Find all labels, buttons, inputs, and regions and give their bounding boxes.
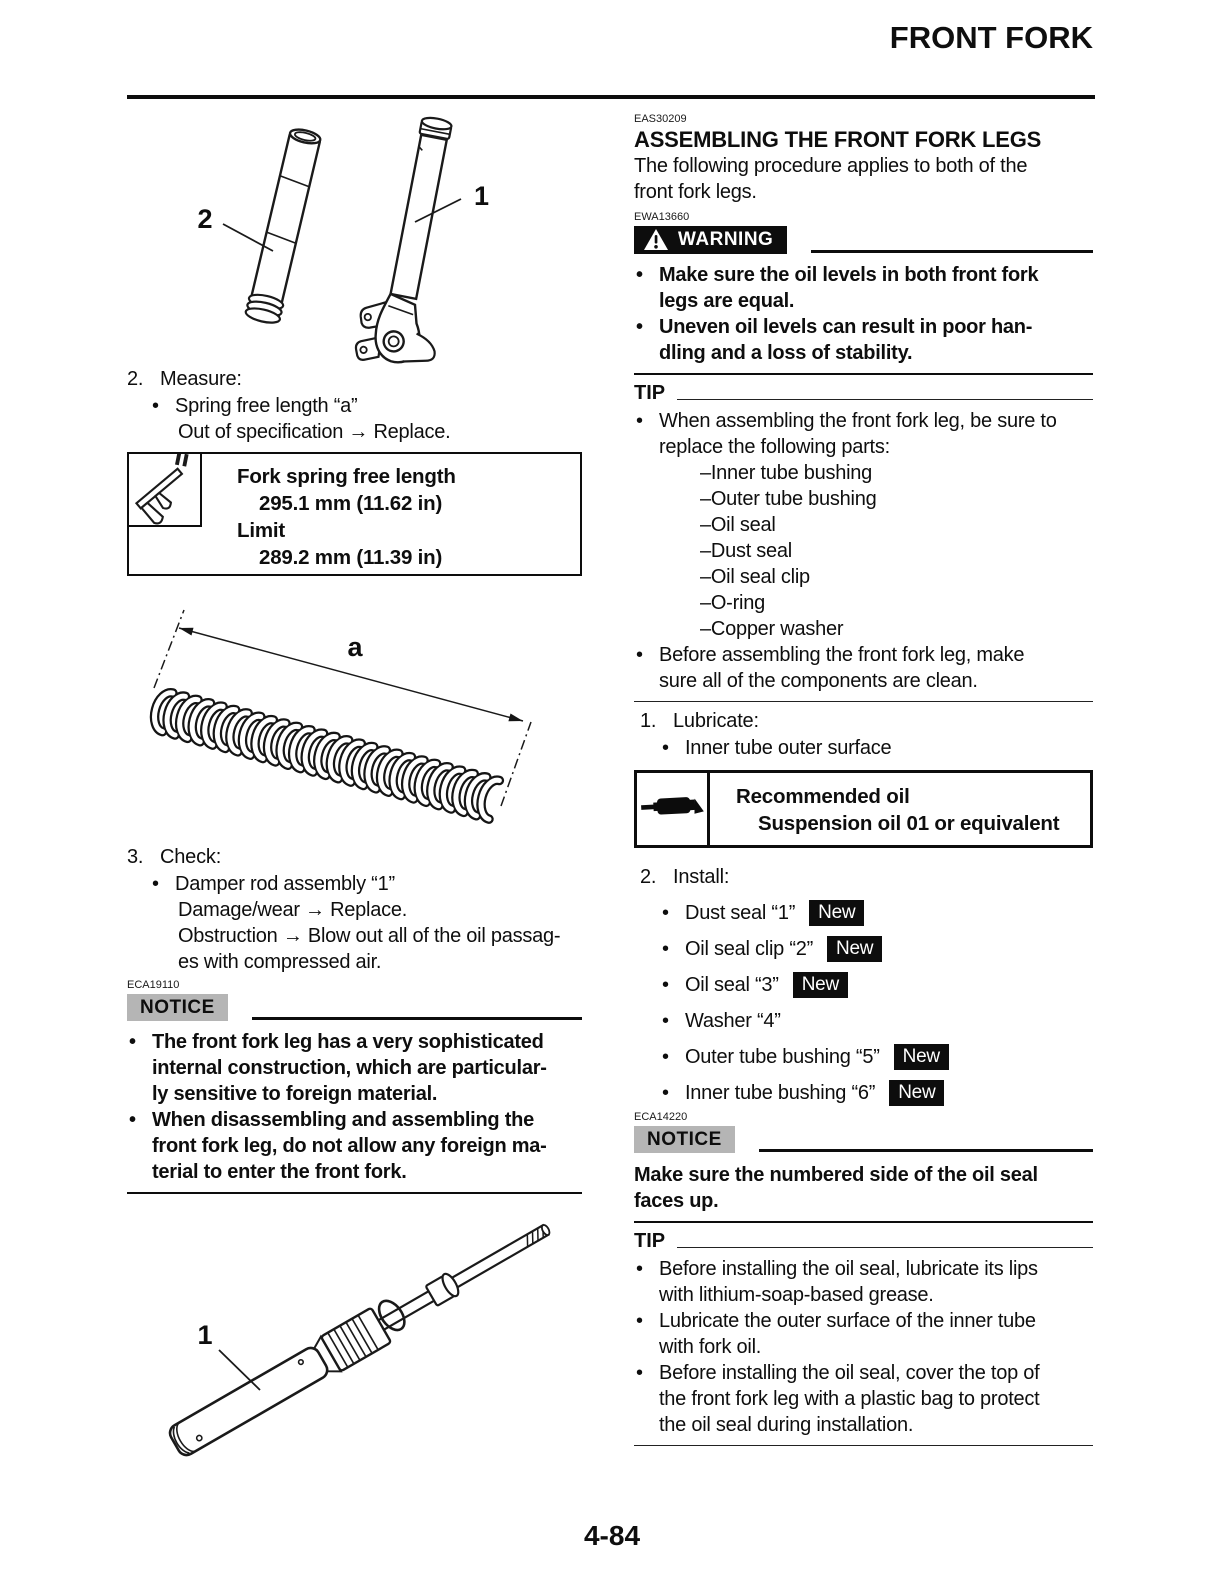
fork-tubes-figure <box>127 110 582 366</box>
section-heading: ASSEMBLING THE FRONT FORK LEGS <box>634 127 1042 152</box>
tip-item: • Before installing the oil seal, lubricate its lips with lithium-soap-based grease. <box>634 1256 1093 1308</box>
notice-body: Make sure the numbered side of the oil seal faces up. <box>634 1164 1038 1212</box>
notice-badge: NOTICE <box>634 1126 735 1153</box>
step-number: 3. <box>127 846 144 868</box>
spring-coil <box>150 690 499 819</box>
spec-title: Fork spring free length <box>237 465 456 488</box>
new-badge: New <box>793 972 848 998</box>
install-item: • Oil seal “3” New <box>634 971 1093 999</box>
step-result: Out of specification → Replace. <box>178 421 451 443</box>
tip-header <box>634 1230 1093 1252</box>
notice-header <box>634 1126 1093 1153</box>
dimension-arrow <box>508 714 523 722</box>
warning-item: • Uneven oil levels can result in poor han- dling and a loss of stability. <box>634 314 1093 366</box>
notice-body <box>127 1029 582 1185</box>
oil-spec-box <box>634 770 1093 848</box>
tip-rule <box>677 1247 1093 1248</box>
spec-value: 295.1 mm (11.62 in) <box>259 492 443 515</box>
step-number: 1. <box>640 710 657 732</box>
warning-header <box>634 226 1093 254</box>
section-code: ECA14220 <box>634 1111 688 1123</box>
tip-label: TIP <box>634 1230 666 1252</box>
section-code: EAS30209 <box>634 113 687 125</box>
right-column <box>634 110 1093 1446</box>
page-number: 4-84 <box>583 1520 641 1551</box>
notice-header <box>127 994 582 1021</box>
install-item: • Dust seal “1” New <box>634 899 1093 927</box>
section-divider <box>127 1192 582 1194</box>
step-head <box>634 708 1093 735</box>
spec-box <box>127 452 582 576</box>
tip-rule <box>677 399 1093 400</box>
dimension-arrow <box>179 628 194 636</box>
spec-text <box>237 454 580 571</box>
check-step <box>127 844 582 975</box>
tip-body <box>634 408 1093 694</box>
warning-label: WARNING <box>678 229 774 250</box>
list-item: • Damper rod assembly “1” <box>127 871 582 897</box>
step-head <box>127 366 582 393</box>
step-result: Damage/wear → Replace. Obstruction → Blow out all of the oil passag- es with compressed air. <box>178 899 561 973</box>
replacement-parts-list: –Inner tube bushing –Outer tube bushing –Oil seal –Dust seal –Oil seal clip –O-ring –Copper washer <box>700 462 877 640</box>
oil-value: Suspension oil 01 or equivalent <box>758 812 1060 835</box>
damper-rod-figure <box>127 1202 582 1470</box>
measure-step <box>127 366 582 445</box>
header-divider <box>127 95 1095 99</box>
new-badge: New <box>894 1044 949 1070</box>
oil-can-icon <box>637 773 710 845</box>
caliper-icon <box>129 454 202 527</box>
step-number: 2. <box>640 866 657 888</box>
inner-tube-drawing <box>352 111 478 366</box>
warning-rule <box>811 250 1093 253</box>
callout-1: 1 <box>197 1320 213 1350</box>
section-intro: The following procedure applies to both of the front fork legs. <box>634 155 1028 203</box>
left-column <box>127 110 582 1470</box>
warning-triangle-icon <box>643 228 669 252</box>
tip-item: • Before assembling the front fork leg, make sure all of the components are clean. <box>634 642 1093 694</box>
warning-body <box>634 262 1093 366</box>
section-divider <box>634 1445 1093 1446</box>
list-item: • Spring free length “a” <box>127 393 582 419</box>
callout-a: a <box>347 632 363 662</box>
tip-header <box>634 382 1093 404</box>
step-title: Measure: <box>160 368 242 390</box>
new-badge: New <box>827 936 882 962</box>
section-divider <box>634 1221 1093 1223</box>
tip-label: TIP <box>634 382 666 404</box>
notice-rule <box>759 1149 1093 1152</box>
install-item: • Inner tube bushing “6” New <box>634 1079 1093 1107</box>
notice-item: • When disassembling and assembling the front fork leg, do not allow any foreign ma- terial to enter the front fork. <box>127 1107 582 1185</box>
page-title: FRONT FORK <box>889 20 1093 55</box>
step-title: Lubricate: <box>673 710 759 732</box>
warning-badge <box>634 226 787 254</box>
new-badge: New <box>809 900 864 926</box>
callout-1-leader <box>219 1350 260 1390</box>
install-item: • Outer tube bushing “5” New <box>634 1043 1093 1071</box>
install-step <box>634 864 1093 1107</box>
oil-spec-text <box>710 773 1059 845</box>
step-title: Install: <box>673 866 730 888</box>
tip-item: • Before installing the oil seal, cover the top of the front fork leg with a plastic bag to protect the oil seal during installation. <box>634 1360 1093 1438</box>
notice-rule <box>252 1017 582 1020</box>
tip-body <box>634 1256 1093 1438</box>
install-list <box>634 899 1093 1107</box>
extension-line <box>154 610 184 688</box>
warning-item: • Make sure the oil levels in both front fork legs are equal. <box>634 262 1093 314</box>
step-head <box>127 844 582 871</box>
new-badge: New <box>889 1080 944 1106</box>
oil-title: Recommended oil <box>736 785 910 808</box>
step-title: Check: <box>160 846 222 868</box>
callout-1: 1 <box>474 181 490 211</box>
tip-item: • When assembling the front fork leg, be sure to replace the following parts: <box>634 408 1093 460</box>
extension-line <box>501 722 531 806</box>
damper-rod-drawing <box>165 1211 558 1462</box>
lubricate-step <box>634 708 1093 761</box>
notice-item: • The front fork leg has a very sophisticated internal construction, which are particular- ly sensitive to foreign material. <box>127 1029 582 1107</box>
list-item: • Inner tube outer surface <box>634 735 1093 761</box>
notice-badge: NOTICE <box>127 994 228 1021</box>
section-divider <box>634 701 1093 702</box>
step-head <box>634 864 1093 891</box>
install-item: • Oil seal clip “2” New <box>634 935 1093 963</box>
section-code: ECA19110 <box>127 979 180 991</box>
spec-limit-value: 289.2 mm (11.39 in) <box>259 546 443 569</box>
outer-tube-drawing <box>244 127 323 326</box>
spring-figure <box>127 590 582 838</box>
spec-limit-label: Limit <box>237 519 285 542</box>
tip-item: • Lubricate the outer surface of the inner tube with fork oil. <box>634 1308 1093 1360</box>
install-item: • Washer “4” <box>634 1007 1093 1035</box>
step-number: 2. <box>127 368 144 390</box>
section-divider <box>634 373 1093 375</box>
section-code: EWA13660 <box>634 211 690 223</box>
callout-2: 2 <box>197 204 213 234</box>
